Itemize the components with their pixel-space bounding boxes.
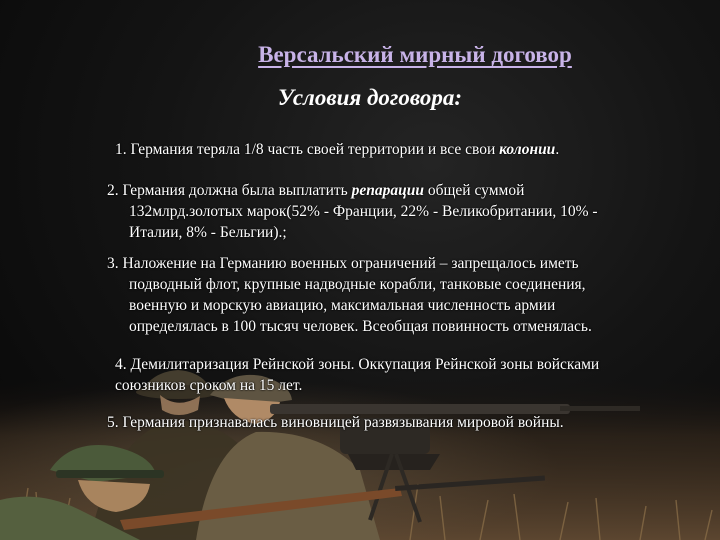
text-segment: 1. Германия теряла 1/8 часть своей территории и все свои [115,141,500,158]
item-line: 4. Демилитаризация Рейнской зоны. Оккупация Рейнской зоны войсками [115,356,600,373]
list-item-4 [115,354,599,396]
text-segment: 2. Германия должна была выплатить [107,182,352,199]
list-item-5 [107,412,564,433]
list-item-2 [107,180,598,243]
item-line [115,139,559,160]
list-item-1 [115,139,559,160]
term-colonies: колонии [499,141,556,158]
item-line: союзников сроком на 15 лет. [115,377,303,394]
item-line: военную и морскую авиацию, максимальная численность армии [129,297,556,314]
item-line: 5. Германия признавалась виновницей развязывания мировой войны. [107,414,564,431]
text-segment: общей суммой [423,182,525,199]
slide-subtitle: Условия договора: [277,85,463,110]
list-item-3 [107,253,592,337]
slide-title: Версальский мирный договор [258,42,572,67]
term-reparations: репарации [351,182,424,199]
item-line: 132млрд.золотых марок(52% - Франции, 22% - Великобритании, 10% - [129,203,598,220]
text-segment: . [555,141,560,158]
item-line: подводный флот, крупные надводные корабли, танковые соединения, [129,276,586,293]
item-line: 3. Наложение на Германию военных ограничений – запрещалось иметь [107,255,579,272]
item-line: Италии, 8% - Бельгии).; [129,224,287,241]
item-line: определялась в 100 тысяч человек. Всеобщая повинность отменялась. [129,318,592,335]
item-line [107,180,598,201]
